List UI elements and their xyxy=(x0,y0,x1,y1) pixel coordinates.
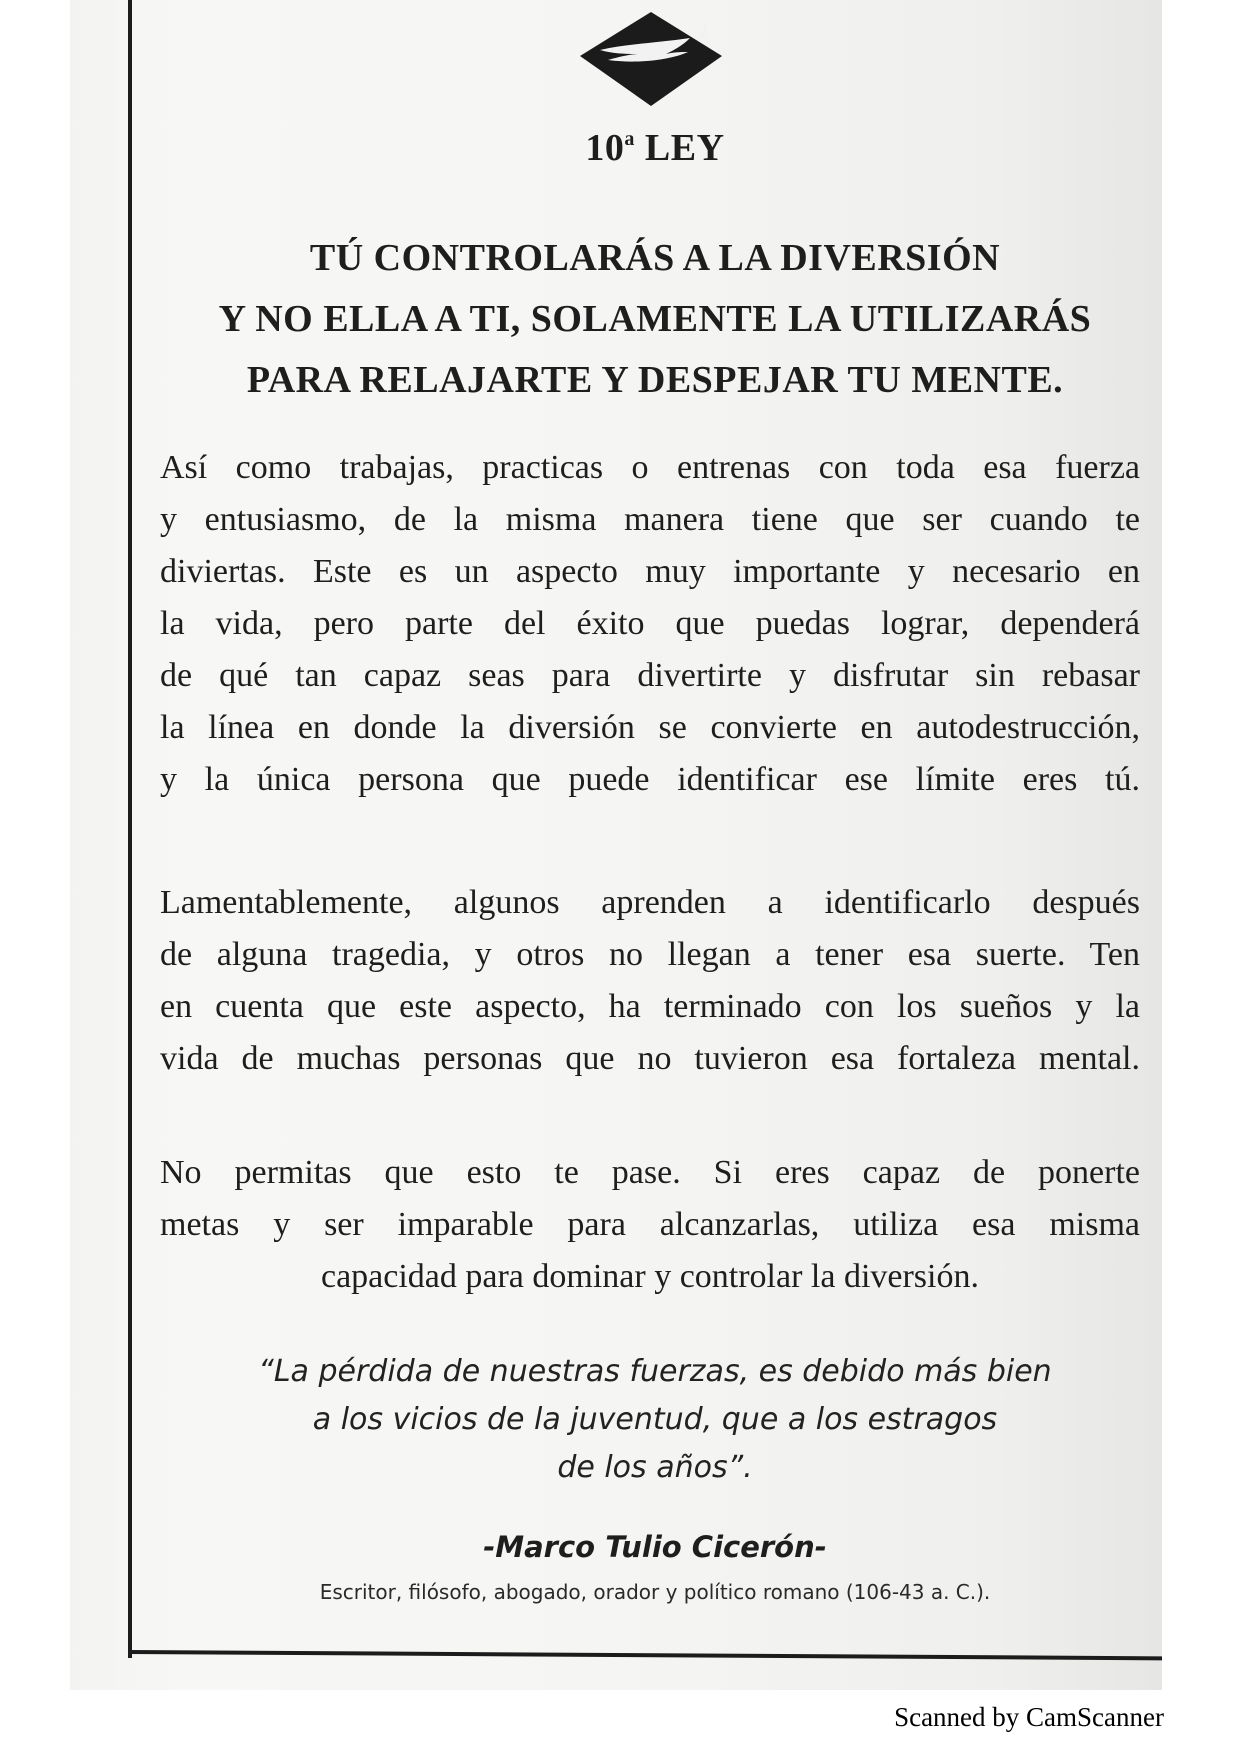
paragraph-line: vida de muchas personas que no tuvieron esa fortaleza mental. xyxy=(160,1040,1140,1077)
paragraph-line: de qué tan capaz seas para divertirte y disfrutar sin rebasar xyxy=(160,657,1140,694)
law-number-heading xyxy=(70,126,1162,170)
scanned-page xyxy=(70,0,1162,1690)
paragraph-line: diviertas. Este es un aspecto muy importante y necesario en xyxy=(160,553,1140,590)
paragraph-line: metas y ser imparable para alcanzarlas, utiliza esa misma xyxy=(160,1206,1140,1243)
law-ordinal-mark: a xyxy=(624,128,635,150)
quote-author-description: Escritor, filósofo, abogado, orador y político romano (106-43 a. C.). xyxy=(319,1580,991,1604)
quote-author: -Marco Tulio Cicerón- xyxy=(483,1530,827,1564)
law-number: 10 xyxy=(585,127,625,169)
quote-line: de los años”. xyxy=(557,1450,753,1485)
paragraph-line: y la única persona que puede identificar ese límite eres tú. xyxy=(160,761,1140,798)
quote xyxy=(70,1348,1162,1492)
quote-line: “La pérdida de nuestras fuerzas, es debido más bien xyxy=(258,1354,1052,1389)
paragraph-line: la línea en donde la diversión se convierte en autodestrucción, xyxy=(160,709,1140,746)
body-paragraph-1 xyxy=(160,442,1140,806)
law-title-line: PARA RELAJARTE Y DESPEJAR TU MENTE. xyxy=(246,359,1064,401)
law-title-line: TÚ CONTROLARÁS A LA DIVERSIÓN xyxy=(309,237,1001,279)
paragraph-line: en cuenta que este aspecto, ha terminado con los sueños y la xyxy=(160,988,1140,1025)
page-border-bottom xyxy=(128,1650,1162,1660)
law-title-line: Y NO ELLA A TI, SOLAMENTE LA UTILIZARÁS xyxy=(218,298,1092,340)
body-paragraph-3 xyxy=(160,1147,1140,1303)
law-word: LEY xyxy=(644,127,725,169)
paragraph-line: Lamentablemente, algunos aprenden a identificarlo después xyxy=(160,884,1140,921)
law-title xyxy=(70,228,1162,411)
paragraph-line: Así como trabajas, practicas o entrenas con toda esa fuerza xyxy=(160,449,1140,486)
paragraph-line: capacidad para dominar y controlar la diversión. xyxy=(320,1258,979,1295)
body-paragraph-2 xyxy=(160,877,1140,1085)
paragraph-line: de alguna tragedia, y otros no llegan a tener esa suerte. Ten xyxy=(160,936,1140,973)
paragraph-line: la vida, pero parte del éxito que puedas lograr, dependerá xyxy=(160,605,1140,642)
paragraph-line: y entusiasmo, de la misma manera tiene que ser cuando te xyxy=(160,501,1140,538)
paragraph-line: No permitas que esto te pase. Si eres capaz de ponerte xyxy=(160,1154,1140,1191)
diamond-emblem-icon xyxy=(578,10,724,110)
quote-line: a los vicios de la juventud, que a los estragos xyxy=(312,1402,998,1437)
scanner-watermark: Scanned by CamScanner xyxy=(894,1702,1164,1732)
